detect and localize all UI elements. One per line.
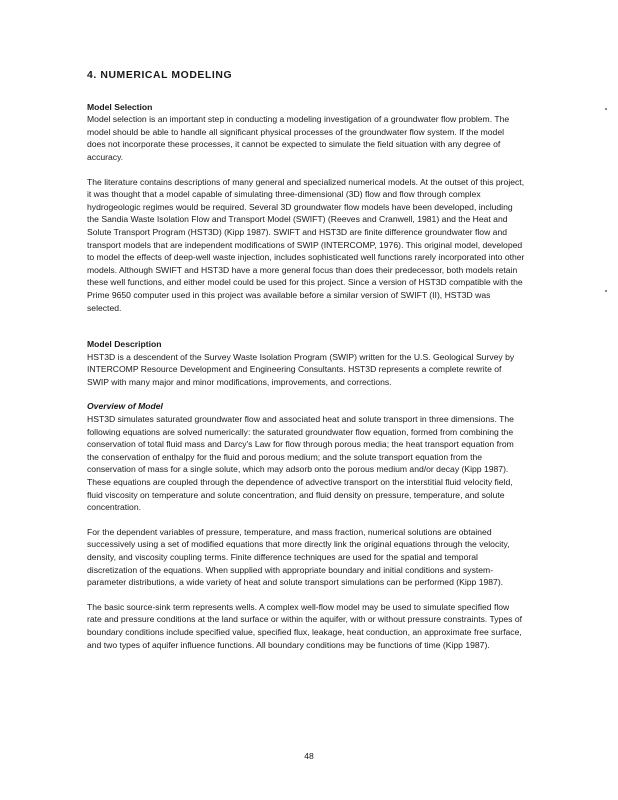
scan-speck [605, 108, 607, 110]
overview-paragraph-1: HST3D simulates saturated groundwater flow and associated heat and solute transport in three dimensions. The following equations are solved numerically: the saturated groundwater flow equation, formed from combining the conservation of total fluid mass and Darcy's Law for flow through porous media; the heat transport equation from the conservation of enthalpy for the fluid and porous medium; and the solute transport equation from the conservation of mass for a single solute, which may adsorb onto the porous medium and/or decay (Kipp 1987). These equations are coupled through the dependence of advective transport on the interstitial fluid velocity field, fluid viscosity on temperature and solute concentration, and fluid density on pressure, temperature, and solute concentration. [87, 414, 514, 513]
page-number: 48 [304, 751, 314, 761]
model-selection-paragraph-1: Model selection is an important step in conducting a modeling investigation of a groundwater flow problem. The model should be able to handle all significant physical processes of the groundwater flow system. If the model does not incorporate these processes, it cannot be expected to simulate the field situation with any degree of accuracy. [87, 114, 510, 162]
model-selection-heading: Model Selection [87, 101, 153, 112]
model-selection-paragraph-2: The literature contains descriptions of many general and specialized numerical models. At the outset of this project, it was thought that a model capable of simulating three-dimensional (3D) flow and flow through complex hydrogeologic regimes would be required. Several 3D groundwater flow models have been developed, including the Sandia Waste Isolation Flow and Transport Model (SWIFT) (Reeves and Cranwell, 1981) and the Heat and Solute Transport Program (HST3D) (Kipp 1987). SWIFT and HST3D are finite difference groundwater flow and transport models that are independent modifications of SWIP (INTERCOMP, 1976). This original model, developed to model the effects of deep-well waste injection, includes sophisticated well functions rarely incorporated into other models. Although SWIFT and HST3D have a more general focus than does their predecessor, both models retain these well functions, and either model could be used for this project. Since a version of HST3D compatible with the Prime 9650 computer used in this project was available before a similar version of SWIFT (II), HST3D was selected. [87, 176, 525, 313]
section-title: 4. NUMERICAL MODELING [87, 70, 233, 81]
model-description-paragraph: HST3D is a descendent of the Survey Waste Isolation Program (SWIP) written for the U.S. Geological Survey by INTERCOMP Resource Development and Engineering Consultants. HST3D represents a complete rewrite of SWIP with many major and minor modifications, improvements, and corrections. [87, 351, 515, 387]
page-content [87, 70, 525, 651]
overview-heading: Overview of Model [87, 401, 163, 412]
overview-paragraph-3: The basic source-sink term represents wells. A complex well-flow model may be used to simulate specified flow rate and pressure conditions at the land surface or within the aquifer, with or without pressure constraints. Types of boundary conditions include specified value, specified flux, leakage, heat conduction, an approximate free surface, and two types of aquifer influence functions. All boundary conditions may be functions of time (Kipp 1987). [87, 601, 523, 650]
scan-speck [605, 290, 607, 292]
overview-paragraph-2: For the dependent variables of pressure, temperature, and mass fraction, numerical solutions are obtained successively using a set of modified equations that more directly link the original equations through the velocity, density, and viscosity coupling terms. Finite difference techniques are used for the spatial and temporal discretization of the equations. When supplied with appropriate boundary and initial conditions and system-parameter distributions, a wide variety of heat and solute transport simulations can be performed (Kipp 1987). [87, 526, 510, 588]
model-description-heading: Model Description [87, 339, 162, 350]
